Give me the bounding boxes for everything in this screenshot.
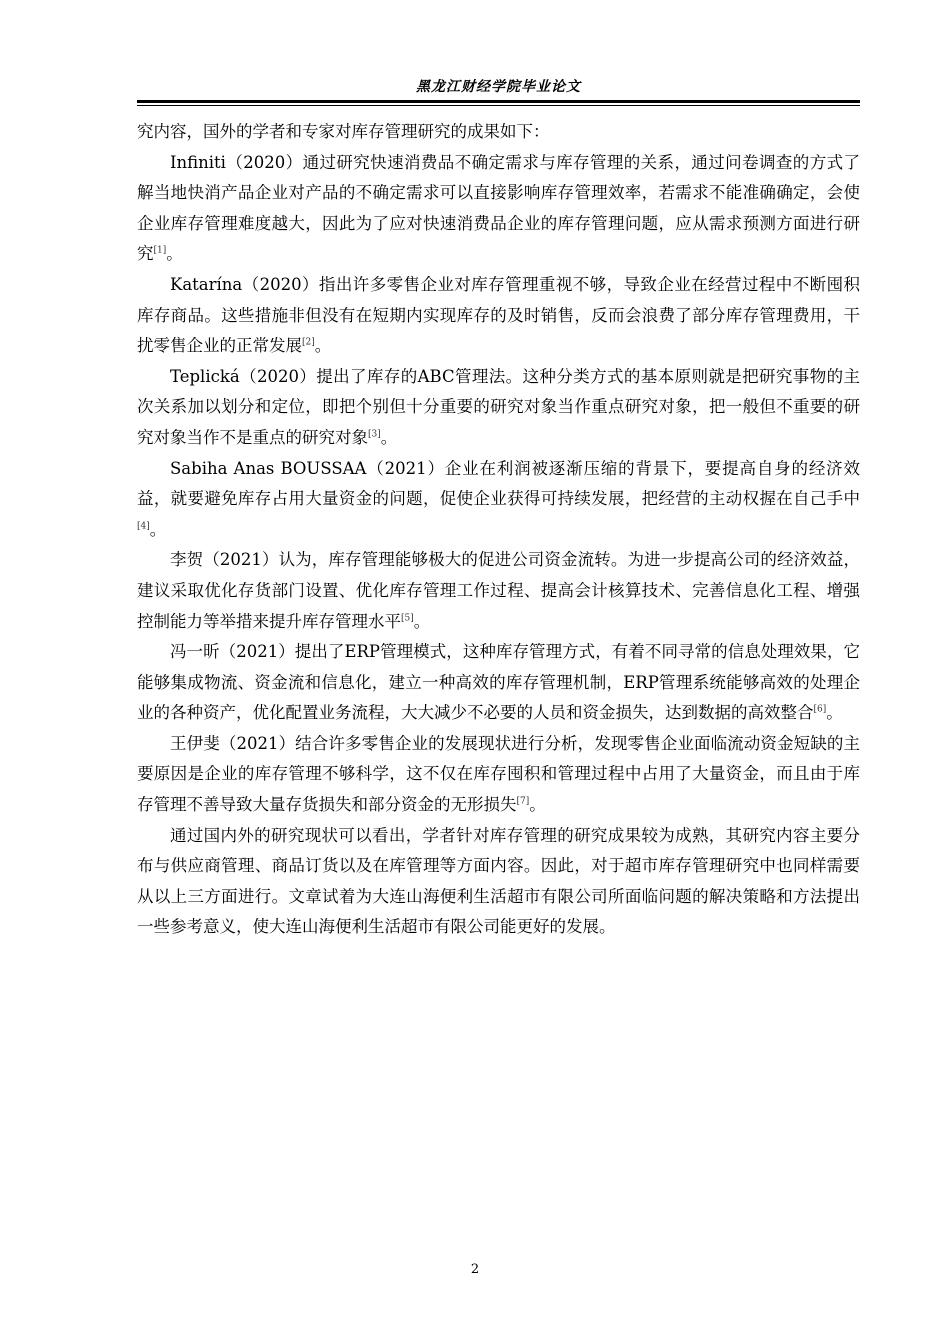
paragraph-boussaa xyxy=(137,454,860,546)
paragraph-text: 究内容，国外的学者和专家对库存管理研究的成果如下： xyxy=(137,122,550,141)
paragraph-lihe xyxy=(137,545,860,637)
paragraph-tail: 。 xyxy=(826,703,843,723)
paragraph-tail: 。 xyxy=(314,336,332,356)
paragraph-katarina xyxy=(137,270,860,362)
citation-marker[interactable]: [2] xyxy=(302,337,315,348)
paragraph-fengyixin xyxy=(137,637,860,729)
paragraph-text: Katarína（2020）指出许多零售企业对库存管理重视不够，导致企业在经营过程中不断囤积库存商品。这些措施非但没有在短期内实现库存的及时销售，反而会浪费了部分库存管理费用，干扰零售企业的正常发展 xyxy=(137,274,860,356)
paragraph-tail: 。 xyxy=(413,611,431,631)
paragraph-infiniti xyxy=(137,148,860,270)
citation-marker[interactable]: [3] xyxy=(368,429,381,440)
citation-marker[interactable]: [4] xyxy=(137,521,150,532)
citation-marker[interactable]: [6] xyxy=(813,704,827,715)
header-rule-thick xyxy=(137,100,860,103)
paragraph-text: 李贺（2021）认为，库存管理能够极大的促进公司资金流转。为进一步提高公司的经济效益，建议采取优化存货部门设置、优化库存管理工作过程、提高会计核算技术、完善信息化工程、增强控制能力等举措来提升库存管理水平 xyxy=(137,550,860,631)
paragraph-text: 冯一昕（2021）提出了ERP管理模式，这种库存管理方式，有着不同寻常的信息处理效果，它能够集成物流、资金流和信息化，建立一种高效的库存管理机制，ERP管理系统能够高效的处理企业的各种资产，优化配置业务流程，大大减少不必要的人员和资金损失，达到数据的高效整合 xyxy=(137,642,860,723)
paragraph-text: Teplická（2020）提出了库存的ABC管理法。这种分类方式的基本原则就是把研究事物的主次关系加以划分和定位，即把个别但十分重要的研究对象当作重点研究对象，把一般但不重要的研究对象当作不是重点的研究对象 xyxy=(137,366,860,447)
body-text xyxy=(137,117,860,943)
page-number: 2 xyxy=(470,1262,480,1277)
header-rule-thin xyxy=(137,105,860,106)
paragraph-tail: 。 xyxy=(529,795,546,815)
citation-marker[interactable]: [1] xyxy=(153,245,167,256)
citation-marker[interactable]: [7] xyxy=(516,796,530,807)
paragraph-continuation xyxy=(137,117,860,148)
paragraph-tail: 。 xyxy=(380,427,398,447)
running-header-title: 黑龙江财经学院毕业论文 xyxy=(416,79,581,95)
paragraph-text: 通过国内外的研究现状可以看出，学者针对库存管理的研究成果较为成熟，其研究内容主要分布与供应商管理、商品订货以及在库管理等方面内容。因此，对于超市库存管理研究中也同样需要从以上三方面进行。文章试着为大连山海便利生活超市有限公司所面临问题的解决策略和方法提出一些参考意义，使大连山海便利生活超市有限公司能更好的发展。 xyxy=(137,825,860,937)
paragraph-text: Sabiha Anas BOUSSAA（2021）企业在利润被逐渐压缩的背景下，要提高自身的经济效益，就要避免库存占用大量资金的问题，促使企业获得可持续发展，把经营的主动权握在自己手中 xyxy=(137,458,860,509)
paragraph-summary xyxy=(137,821,860,943)
paragraph-text: 王伊斐（2021）结合许多零售企业的发展现状进行分析，发现零售企业面临流动资金短缺的主要原因是企业的库存管理不够科学，这不仅在库存囤积和管理过程中占用了大量资金，而且由于库存管理不善导致大量存货损失和部分资金的无形损失 xyxy=(137,733,860,815)
paragraph-text: Infiniti（2020）通过研究快速消费品不确定需求与库存管理的关系，通过问卷调查的方式了解当地快消产品企业对产品的不确定需求可以直接影响库存管理效率，若需求不能准确确定，会使企业库存管理难度越大，因此为了应对快速消费品企业的库存管理问题，应从需求预测方面进行研究 xyxy=(137,152,860,264)
paragraph-wangyifei xyxy=(137,729,860,821)
paragraph-tail: 。 xyxy=(166,244,183,264)
paragraph-tail: 。 xyxy=(149,519,167,539)
paragraph-teplicka xyxy=(137,362,860,454)
citation-marker[interactable]: [5] xyxy=(401,613,414,623)
